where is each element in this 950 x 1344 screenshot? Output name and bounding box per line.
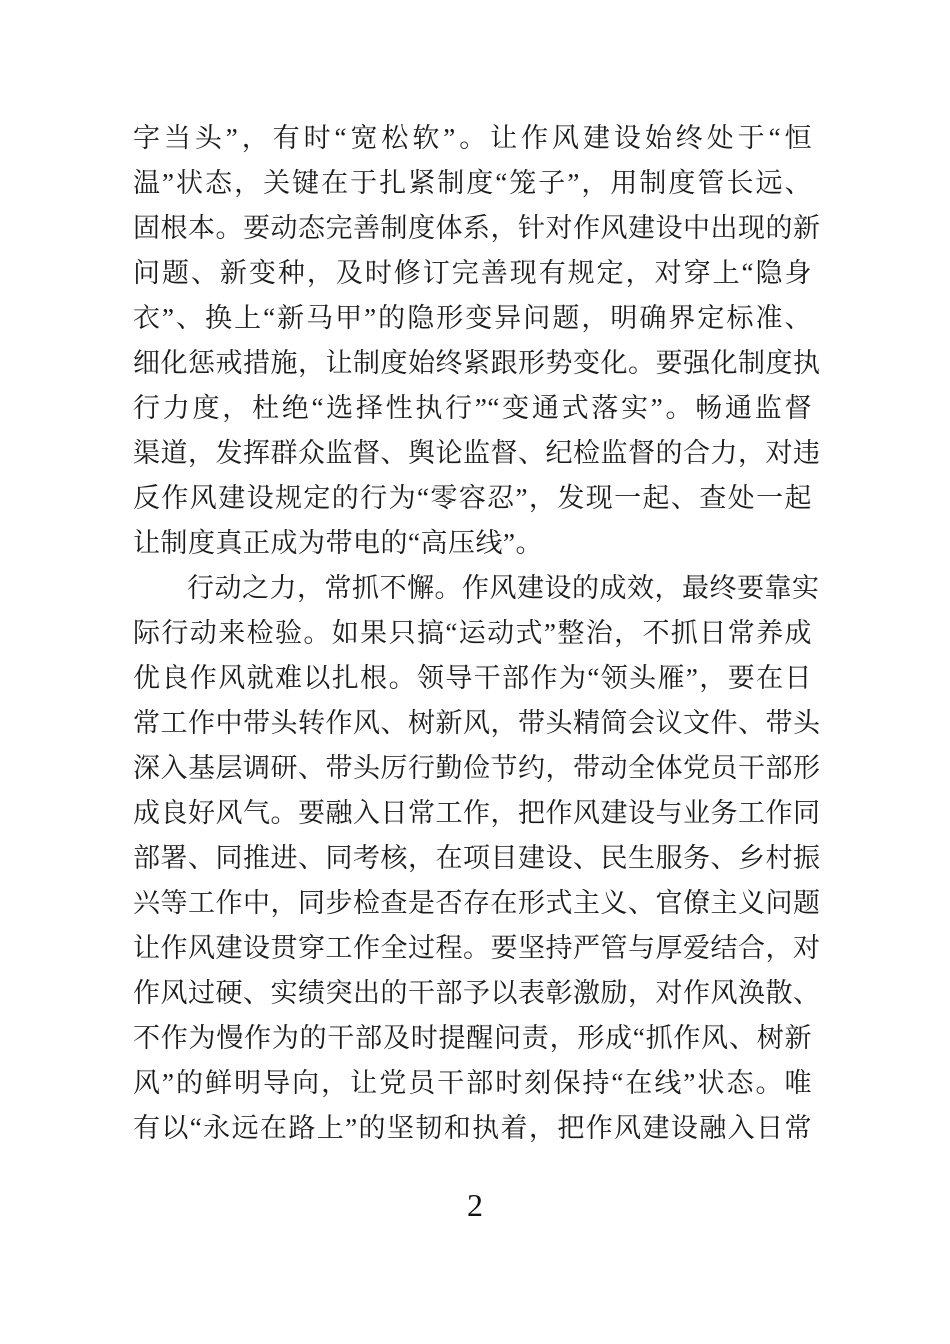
text-line: 深入基层调研、带头厉行勤俭节约，带动全体党员干部形 — [133, 753, 821, 783]
text-line: 渠道，发挥群众监督、舆论监督、纪检监督的合力，对违 — [133, 438, 821, 468]
text-line: 优良作风就难以扎根。领导干部作为“领头雁”，要在日 — [133, 663, 812, 693]
text-line: 让制度真正成为带电的“高压线”。 — [133, 528, 543, 558]
text-line: 作风过硬、实绩突出的干部予以表彰激励，对作风涣散、 — [133, 978, 821, 1008]
text-line: 常工作中带头转作风、树新风，带头精简会议文件、带头 — [133, 708, 821, 738]
text-line: 行力度，杜绝“选择性执行”“变通式落实”。畅通监督 — [133, 393, 812, 423]
text-line: 反作风建设规定的行为“零容忍”，发现一起、查处一起 — [133, 483, 812, 513]
text-line: 际行动来检验。如果只搞“运动式”整治，不抓日常养成 — [133, 618, 812, 648]
text-line: 细化惩戒措施，让制度始终紧跟形势变化。要强化制度执 — [133, 348, 821, 378]
text-line: 有以“永远在路上”的坚韧和执着，把作风建设融入日常 — [133, 1113, 812, 1143]
text-line: 不作为慢作为的干部及时提醒问责，形成“抓作风、树新 — [133, 1023, 812, 1053]
text-line: 固根本。要动态完善制度体系，针对作风建设中出现的新 — [133, 213, 821, 243]
text-line: 部署、同推进、同考核，在项目建设、民生服务、乡村振 — [133, 843, 821, 873]
text-line: 让作风建设贯穿工作全过程。要坚持严管与厚爱结合，对 — [133, 933, 821, 963]
text-line: 衣”、换上“新马甲”的隐形变异问题，明确界定标准、 — [133, 303, 812, 333]
text-line: 成良好风气。要融入日常工作，把作风建设与业务工作同 — [133, 798, 821, 828]
text-line: 风”的鲜明导向，让党员干部时刻保持“在线”状态。唯 — [133, 1068, 812, 1098]
text-line: 问题、新变种，及时修订完善现有规定，对穿上“隐身 — [133, 258, 812, 288]
text-line: 兴等工作中，同步检查是否存在形式主义、官僚主义问题 — [133, 888, 821, 918]
document-body — [133, 116, 821, 1151]
text-line: 温”状态，关键在于扎紧制度“笼子”，用制度管长远、 — [133, 168, 812, 198]
text-line: 行动之力，常抓不懈。作风建设的成效，最终要靠实 — [187, 573, 820, 603]
text-line: 字当头”，有时“宽松软”。让作风建设始终处于“恒 — [133, 123, 812, 153]
page-number-label: 2 — [467, 1187, 483, 1223]
